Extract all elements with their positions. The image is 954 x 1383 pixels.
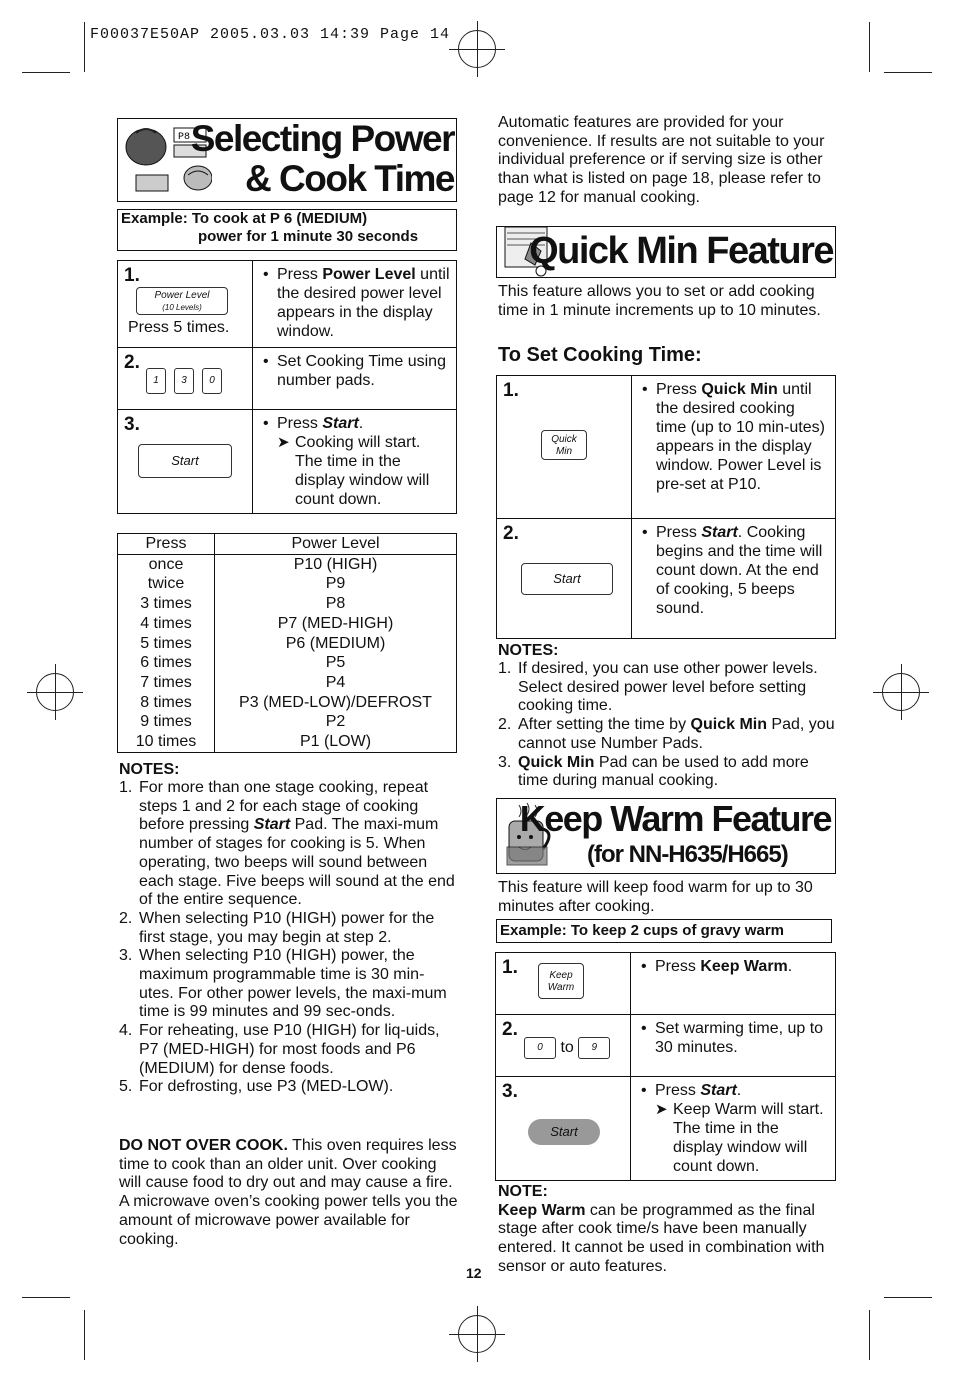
section-title-quick-min: Quick Min Feature — [529, 230, 833, 272]
step-instruction: • Set warming time, up to 30 minutes. — [641, 1020, 824, 1056]
start-pad-button[interactable]: Start — [528, 1119, 600, 1145]
arrow-right-icon: ➤ — [655, 1101, 668, 1118]
left-steps-table — [117, 260, 457, 514]
note-item: 5. For defrosting, use P3 (MED-LOW). — [119, 1078, 394, 1096]
note-item: 3. When selecting P10 (HIGH) power, the maximum programmable time is 30 min-utes. For other power levels, the maxi-mum time is 99 minutes and 99 sec-onds. — [119, 947, 447, 1021]
example-line-2: power for 1 minute 30 seconds — [198, 228, 419, 245]
example-box — [117, 209, 457, 251]
registration-mark-icon — [882, 673, 920, 711]
quick-min-description: This feature allows you to set or add cooking time in 1 minute increments up to 10 minutes. — [498, 283, 821, 319]
quick-min-steps-table — [496, 375, 836, 639]
note-heading: NOTE: — [498, 1183, 548, 1200]
step-number: 1. — [502, 957, 518, 978]
note-item: 3. Quick Min Pad can be used to add more time during manual cooking. — [498, 753, 809, 790]
crop-mark — [869, 22, 870, 72]
notes-heading: NOTES: — [498, 642, 559, 659]
crop-mark — [22, 1297, 70, 1298]
section-title-keep-warm: Keep Warm Feature — [519, 798, 831, 839]
keep-warm-example-box: Example: To keep 2 cups of gravy warm — [496, 919, 832, 943]
notes-list — [498, 660, 838, 791]
notes-heading: NOTES: — [119, 761, 180, 778]
keep-warm-pad-button[interactable]: Keep Warm — [538, 963, 584, 999]
step-instruction: • Press Keep Warm. — [641, 958, 793, 975]
step-instruction: • Set Cooking Time using number pads. — [263, 353, 446, 389]
title-line-2: & Cook Time — [245, 158, 454, 199]
step-instruction: • Press Power Level until the desired power level appears in the display window. — [263, 266, 450, 340]
note-item: 1. If desired, you can use other power levels. Select desired power level before setting cooking time. — [498, 660, 818, 715]
step-number: 1. — [124, 265, 140, 286]
table-row: 8 times P3 (MED-LOW)/DEFROST — [118, 693, 457, 713]
start-pad-button[interactable]: Start — [138, 444, 232, 478]
left-notes — [119, 760, 459, 1097]
table-row: 3 times P8 — [118, 594, 457, 614]
table-row: 9 times P2 — [118, 712, 457, 732]
step-result: ➤ Cooking will start. The time in the display window will count down. — [277, 434, 430, 508]
step-result: ➤ Keep Warm will start. The time in the display window will count down. — [655, 1101, 824, 1175]
quick-min-pad-button[interactable]: Quick Min — [541, 430, 587, 460]
number-pad-0-button[interactable]: 0 — [202, 368, 222, 394]
step-instruction: • Press Start. Cooking begins and the time will count down. At the end of cooking, 5 beeps sound. — [642, 524, 823, 617]
registration-mark-icon — [36, 673, 74, 711]
step-row — [118, 410, 457, 514]
table-row: 6 times P5 — [118, 653, 457, 673]
notes-list — [119, 779, 459, 1097]
power-level-pad-button[interactable] — [136, 287, 228, 315]
keep-warm-steps-table — [495, 952, 836, 1181]
step-row — [118, 261, 457, 348]
selecting-power-title-box — [117, 118, 457, 202]
press-count-label: Press 5 times. — [128, 319, 230, 336]
overcook-warning: DO NOT OVER COOK. This oven requires less time to cook than an older unit. Over cooking will cause food to dry out and may cause a fire. A microwave oven’s cooking power tells you the amount of microwave power available for cooking. — [119, 1137, 458, 1248]
step-instruction: • Press Start. — [641, 1082, 742, 1099]
print-stamp: F00037E50AP 2005.03.03 14:39 Page 14 — [90, 26, 451, 43]
power-level-table — [117, 533, 457, 753]
step-row — [497, 519, 836, 639]
step-instruction: • Press Start. — [263, 415, 364, 432]
column-header-power-level: Power Level — [291, 535, 380, 552]
crop-mark — [869, 1310, 870, 1360]
start-pad-button[interactable]: Start — [521, 563, 613, 595]
step-row — [496, 1015, 836, 1077]
set-cooking-time-heading: To Set Cooking Time: — [498, 344, 702, 366]
number-pad-range — [524, 1037, 610, 1059]
table-row: once P10 (HIGH) — [118, 554, 457, 574]
quick-min-notes — [498, 642, 838, 791]
display-p8-label: P8 — [178, 132, 191, 143]
step-number: 2. — [502, 1019, 518, 1040]
pad-label: Power Level — [154, 290, 210, 301]
intro-paragraph: Automatic features are provided for your convenience. If results are not suitable to your individual preference or if serving size is other than what is listed on page 18, please refer to page 12 for manual cooking. — [498, 114, 825, 206]
registration-mark-icon — [458, 1315, 496, 1353]
note-item: 2. After setting the time by Quick Min Pad, you cannot use Number Pads. — [498, 716, 835, 752]
number-pads — [146, 368, 222, 394]
keep-warm-model-subtitle: (for NN-H635/H665) — [587, 841, 788, 868]
number-pad-0-button[interactable]: 0 — [524, 1037, 556, 1059]
pad-sublabel: (10 Levels) — [162, 303, 202, 312]
arrow-right-icon: ➤ — [277, 434, 290, 451]
crop-mark — [884, 72, 932, 73]
step-row — [118, 348, 457, 410]
table-row: 10 times P1 (LOW) — [118, 732, 457, 752]
table-row: 4 times P7 (MED-HIGH) — [118, 614, 457, 634]
crop-mark — [84, 22, 85, 72]
note-item: 4. For reheating, use P10 (HIGH) for liq-uids, P7 (MED-HIGH) for most foods and P6 (MEDIUM) for dense foods. — [119, 1022, 440, 1077]
step-number: 3. — [502, 1081, 518, 1102]
number-pad-3-button[interactable]: 3 — [174, 368, 194, 394]
table-row: 5 times P6 (MEDIUM) — [118, 634, 457, 654]
step-number: 1. — [503, 380, 519, 401]
title-line-1: Selecting Power — [190, 118, 454, 159]
section-title-selecting-power — [191, 119, 454, 199]
example-line-1: Example: To cook at P 6 (MEDIUM) — [121, 210, 368, 227]
table-row: twice P9 — [118, 574, 457, 594]
note-item: 1. For more than one stage cooking, repeat steps 1 and 2 for each stage of cooking before pressing Start Pad. The maxi-mum number of stages for cooking is 5. When operating, two beeps will sound between each stage. Five beeps will sound at the end of the entire sequence. — [119, 779, 455, 909]
step-row — [497, 376, 836, 519]
column-header-press: Press — [118, 534, 215, 555]
step-number: 2. — [503, 523, 519, 544]
step-row — [496, 953, 836, 1015]
crop-mark — [84, 1310, 85, 1360]
number-pad-9-button[interactable]: 9 — [578, 1037, 610, 1059]
range-to-label: to — [560, 1039, 574, 1056]
step-instruction: • Press Quick Min until the desired cooking time (up to 10 min-utes) appears in the display window. Power Level is pre-set at P10. — [642, 381, 825, 493]
keep-warm-note: NOTE: Keep Warm can be programmed as the final stage after cook time/s have been manually entered. It cannot be used in combination with sensor or auto features. — [498, 1183, 838, 1277]
step-number: 2. — [124, 352, 140, 373]
keep-warm-title-box — [496, 798, 836, 874]
keep-warm-description: This feature will keep food warm for up to 30 minutes after cooking. — [498, 879, 813, 915]
note-item: 2. When selecting P10 (HIGH) power for the first stage, you may begin at step 2. — [119, 909, 435, 946]
step-number: 3. — [124, 414, 140, 435]
crop-mark — [884, 1297, 932, 1298]
crop-mark — [22, 72, 70, 73]
step-row — [496, 1077, 836, 1181]
number-pad-1-button[interactable]: 1 — [146, 368, 166, 394]
quick-min-title-box — [496, 226, 836, 278]
registration-mark-icon — [458, 30, 496, 68]
table-row: 7 times P4 — [118, 673, 457, 693]
page-number: 12 — [466, 1265, 482, 1281]
